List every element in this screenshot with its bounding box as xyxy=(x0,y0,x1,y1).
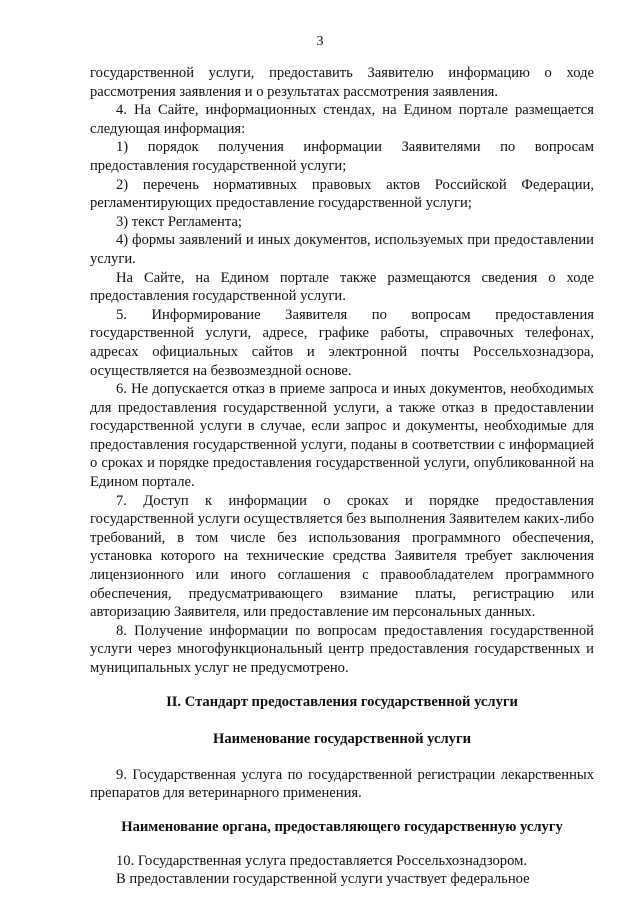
page-number: 3 xyxy=(316,34,324,49)
paragraph-10: 10. Государственная услуга предоставляется Россельхознадзором. xyxy=(116,852,528,869)
paragraph-4-2: 2) перечень нормативных правовых актов Российской Федерации, регламентирующих предоставление государственной услуги; xyxy=(90,176,594,212)
paragraph-4-4: 4) формы заявлений и иных документов, используемых при предоставлении услуги. xyxy=(90,232,594,267)
document-body xyxy=(90,64,594,889)
section-heading: II. Стандарт предоставления государственной услуги xyxy=(166,693,518,710)
subheading-service-name: Наименование государственной услуги xyxy=(213,731,471,748)
paragraph-7: 7. Доступ к информации о сроках и порядке предоставления государственной услуги осуществляется без выполнения Заявителем каких-либо требований, в том числе без использования программного обеспечения, установка которого на технические средства Заявителя требует заключения лицензионного или иного соглашения с правообладателем программного обеспечения, предусматривающего взимание платы, регистрацию или авторизацию Заявителя, или предоставление им персональных данных. xyxy=(90,492,594,621)
paragraph-6: 6. Не допускается отказ в приеме запроса и иных документов, необходимых для предоставления государственной услуги, а также отказ в предоставлении государственной услуги в случае, если запрос и документы, необходимые для предоставления государственной услуги, поданы в соответствии с информацией о сроках и порядке предоставления государственной услуги, опубликованной на Едином портале. xyxy=(90,381,594,491)
intro-paragraphs xyxy=(90,64,594,678)
paragraph-4-1: 1) порядок получения информации Заявителями по вопросам предоставления государственной услуги; xyxy=(90,139,594,174)
paragraph-10-continued: В предоставлении государственной услуги участвует федеральное xyxy=(116,871,530,888)
paragraph-cont: государственной услуги, предоставить Заявителю информацию о ходе рассмотрения заявления и о результатах рассмотрения заявления. xyxy=(90,65,594,100)
paragraph-4: 4. На Сайте, информационных стендах, на Едином портале размещается следующая информация: xyxy=(90,102,594,137)
paragraph-5: 5. Информирование Заявителя по вопросам предоставления государственной услуги, адресе, графике работы, справочных телефонах, адресах официальных сайтов и электронной почты Россельхознадзора, осуществляется на безвозмездной основе. xyxy=(90,306,594,379)
paragraph-4-end: На Сайте, на Едином портале также размещаются сведения о ходе предоставления государственной услуги. xyxy=(90,269,594,305)
subheading-organ-name: Наименование органа, предоставляющего государственную услугу xyxy=(121,818,563,835)
paragraph-8: 8. Получение информации по вопросам предоставления государственной услуги через многофункциональный центр предоставления государственных и муниципальных услуг не предусмотрено. xyxy=(90,622,594,676)
paragraph-4-3: 3) текст Регламента; xyxy=(116,213,242,230)
paragraph-9: 9. Государственная услуга по государственной регистрации лекарственных препаратов для ветеринарного применения. xyxy=(90,766,594,802)
